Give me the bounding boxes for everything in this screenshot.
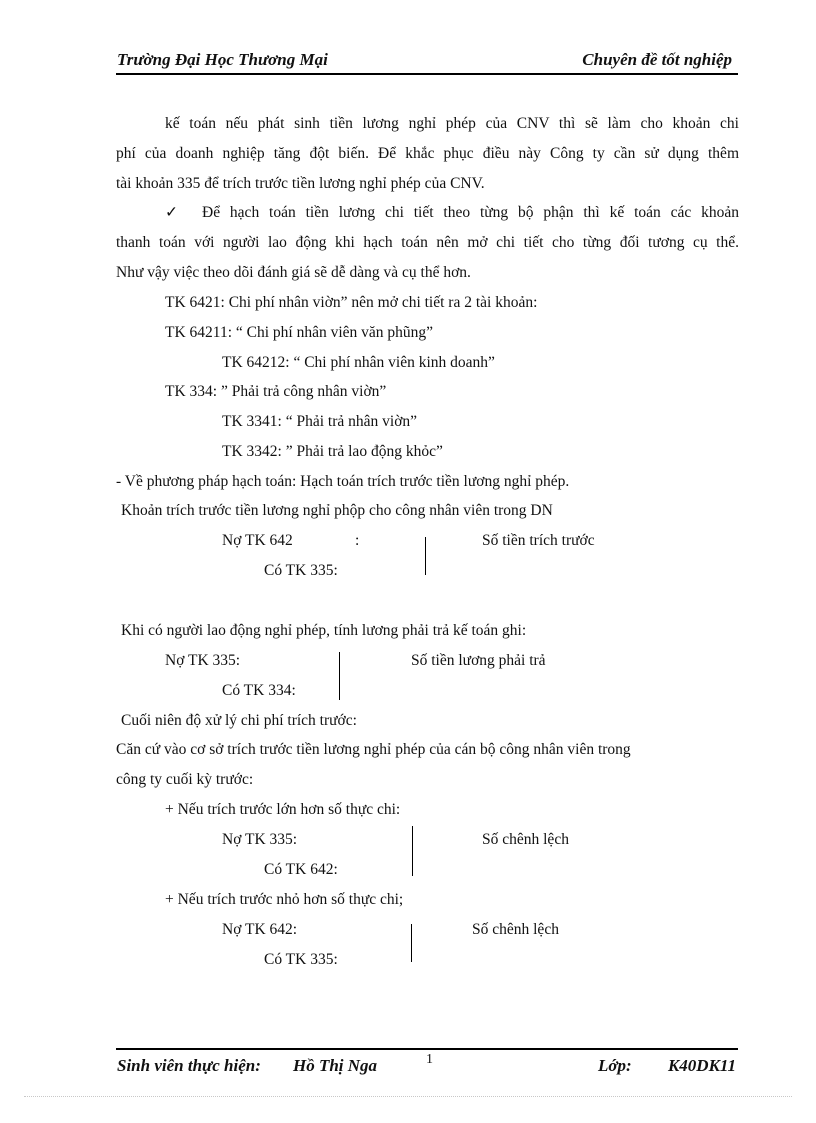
footer-rule [116,1048,738,1050]
paragraph-line: tài khoản 335 để trích trước tiền lương nghỉ phép của CNV. [116,175,485,192]
account-line: TK 64211: “ Chi phí nhân viên văn phũng” [165,324,434,341]
case1-amount: Số chênh lệch [482,831,569,848]
account-line: TK 6421: Chi phí nhân viờn” nên mở chi tiết ra 2 tài khoản: [165,294,538,311]
footer-class-label: Lớp: [598,1056,632,1075]
header-school-name: Trường Đại Học Thương Mại [117,50,328,69]
page-edge-line [24,1096,792,1097]
case1-debit: Nợ TK 335: [222,831,298,848]
case2-amount: Số chênh lệch [472,921,559,938]
entry2-debit: Nợ TK 335: [165,652,241,669]
footer-class-value: K40DK11 [667,1056,736,1075]
account-line: TK 334: ” Phải trả công nhân viờn” [165,383,387,400]
entry-divider [411,924,412,962]
entry-divider [412,826,413,876]
paragraph-line: Để hạch toán tiền lương chi tiết theo từng bộ phận thì kế toán các khoản [202,204,739,221]
paragraph-line: thanh toán với người lao động khi hạch toán nên mở chi tiết cho từng đối tương cụ thể. [116,234,739,251]
case1-credit: Có TK 642: [264,861,338,878]
entry1-credit: Có TK 335: [264,562,338,579]
entry1-amount: Số tiền trích trước [482,532,595,549]
footer-student-name: Hồ Thị Nga [293,1056,378,1075]
entry2-credit: Có TK 334: [222,682,296,699]
case1-label: + Nếu trích trước lớn hơn số thực chi: [165,801,401,818]
basis-line: Căn cứ vào cơ sở trích trước tiền lương nghỉ phép của cán bộ công nhân viên trong [116,741,631,758]
entry-divider [425,537,426,575]
account-line: TK 3342: ” Phải trả lao động khỏc” [222,443,443,460]
header-rule [116,73,738,75]
entry2-amount: Số tiền lương phải trả [411,652,546,669]
footer-student-label: Sinh viên thực hiện: [117,1056,261,1075]
paragraph-line: kế toán nếu phát sinh tiền lương nghỉ phép của CNV thì sẽ làm cho khoản chi [165,115,739,132]
entry1-colon: : [355,532,360,549]
page-number: 1 [426,1052,433,1067]
case2-credit: Có TK 335: [264,951,338,968]
account-line: TK 64212: “ Chi phí nhân viên kinh doanh” [222,354,495,371]
header-document-type: Chuyên đề tốt nghiệp [582,50,732,69]
entry1-intro: Khoản trích trước tiền lương nghỉ phộp cho công nhân viên trong DN [121,502,553,519]
account-line: TK 3341: “ Phải trả nhân viờn” [222,413,418,430]
entry-divider [339,652,340,700]
case2-label: + Nếu trích trước nhỏ hơn số thực chi; [165,891,404,908]
paragraph-line: phí của doanh nghiệp tăng đột biến. Để khắc phục điều này Công ty cần sử dụng thêm [116,145,739,162]
check-mark-icon: ✓ [165,204,178,221]
entry1-debit: Nợ TK 642 [222,532,293,549]
basis-line: công ty cuối kỳ trước: [116,771,254,788]
method-line: - Về phương pháp hạch toán: Hạch toán trích trước tiền lương nghỉ phép. [116,473,570,490]
case2-debit: Nợ TK 642: [222,921,298,938]
paragraph-line: Như vậy việc theo dõi đánh giá sẽ dễ dàng và cụ thể hơn. [116,264,471,281]
entry2-intro: Khi có người lao động nghỉ phép, tính lương phải trả kế toán ghi: [121,622,527,639]
year-end-line: Cuối niên độ xử lý chi phí trích trước: [121,712,357,729]
